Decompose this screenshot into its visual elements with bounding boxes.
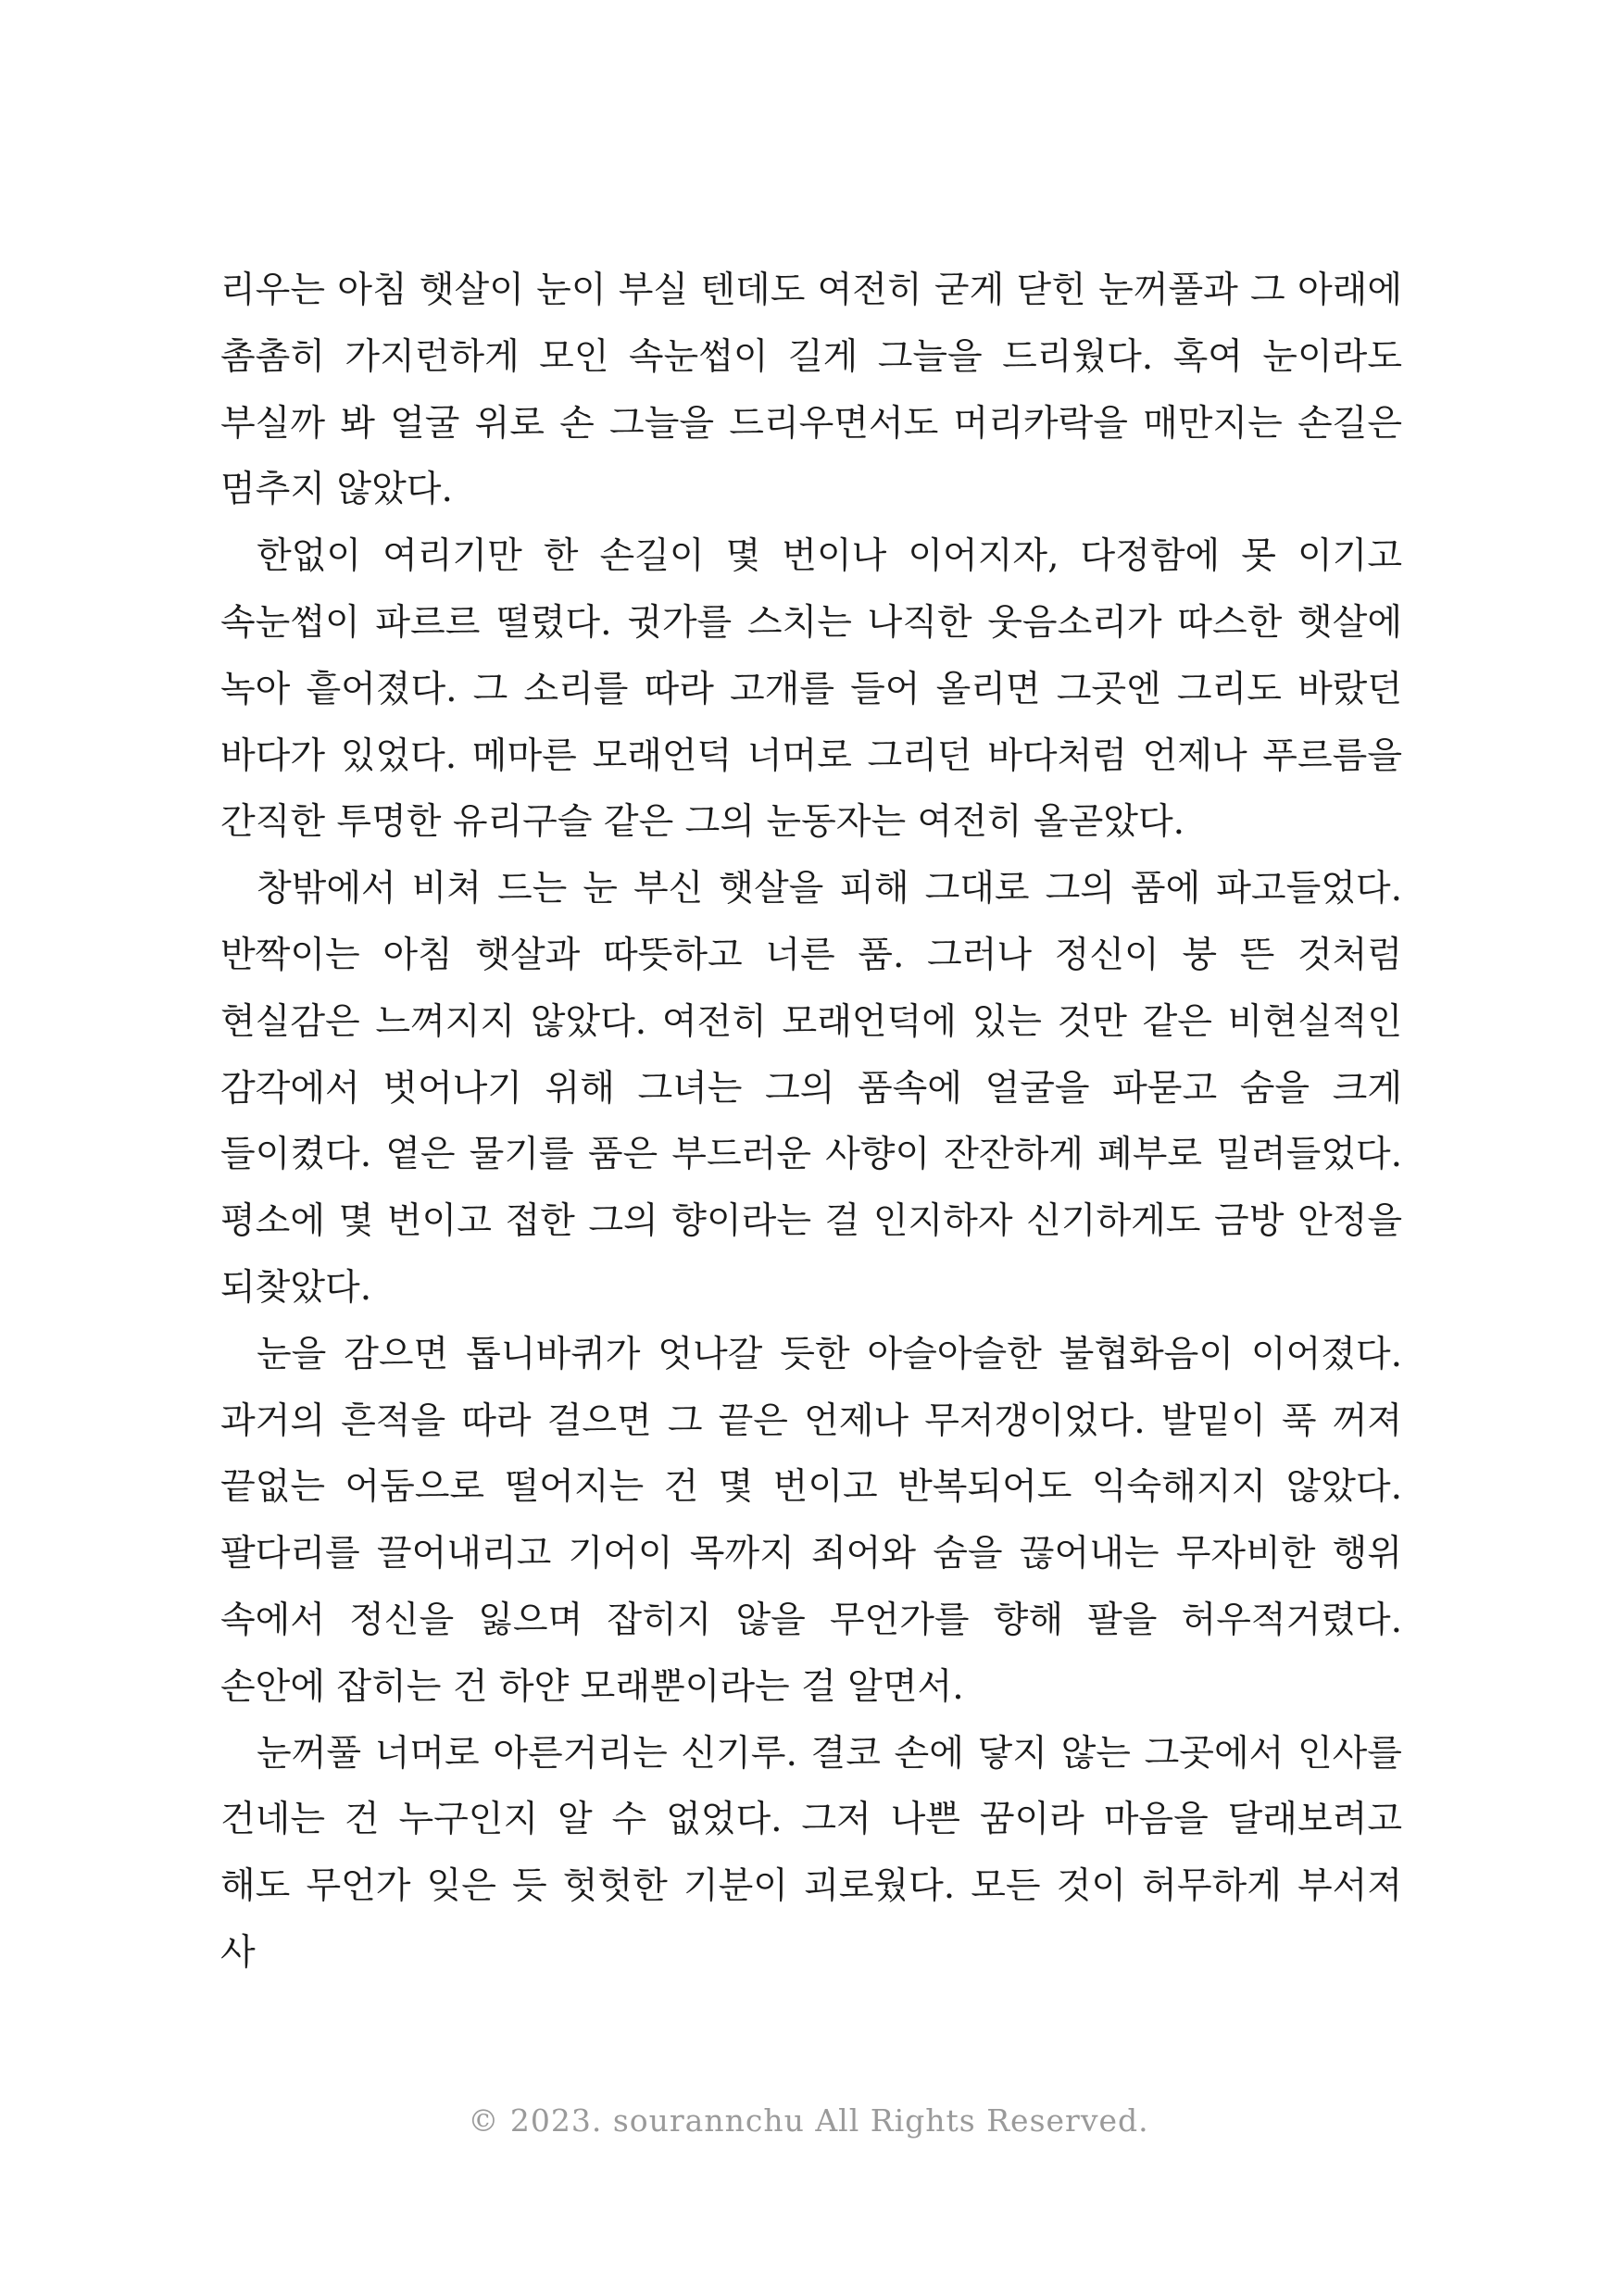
paragraph-3: 창밖에서 비쳐 드는 눈 부신 햇살을 피해 그대로 그의 품에 파고들었다. 반짝이는 아침 햇살과 따뜻하고 너른 품. 그러나 정신이 붕 뜬 것처럼 현실감은 느껴지지 않았다. 여전히 모래언덕에 있는 것만 같은 비현실적인 감각에서 벗어나기 위해 그녀는 그의 품속에 얼굴을 파묻고 숨을 크게 들이켰다. 옅은 물기를 품은 부드러운 사향이 잔잔하게 폐부로 밀려들었다. 평소에 몇 번이고 접한 그의 향이라는 걸 인지하자 신기하게도 금방 안정을 되찾았다. xyxy=(220,868,1402,1309)
copyright-footer: © 2023. sourannchu All Rights Reserved. xyxy=(468,2102,1149,2139)
paragraph-1: 리우는 아침 햇살이 눈이 부실 텐데도 여전히 굳게 닫힌 눈꺼풀과 그 아래에 촘촘히 가지런하게 모인 속눈썹이 길게 그늘을 드리웠다. 혹여 눈이라도 부실까 봐 얼굴 위로 손 그늘을 드리우면서도 머리카락을 매만지는 손길은 멈추지 않았다. xyxy=(220,270,1402,511)
paragraph-2: 한없이 여리기만 한 손길이 몇 번이나 이어지자, 다정함에 못 이기고 속눈썹이 파르르 떨렸다. 귓가를 스치는 나직한 웃음소리가 따스한 햇살에 녹아 흩어졌다. 그 소리를 따라 고개를 들어 올리면 그곳엔 그리도 바랐던 바다가 있었다. 메마른 모래언덕 너머로 그리던 바다처럼 언제나 푸르름을 간직한 투명한 유리구슬 같은 그의 눈동자는 여전히 올곧았다. xyxy=(220,535,1402,844)
body-text xyxy=(220,257,1402,1987)
paragraph-5: 눈꺼풀 너머로 아른거리는 신기루. 결코 손에 닿지 않는 그곳에서 인사를 건네는 건 누구인지 알 수 없었다. 그저 나쁜 꿈이라 마음을 달래보려고 해도 무언가 잊은 듯 헛헛한 기분이 괴로웠다. 모든 것이 허무하게 부서져 사 xyxy=(220,1732,1402,1974)
paragraph-4: 눈을 감으면 톱니바퀴가 엇나갈 듯한 아슬아슬한 불협화음이 이어졌다. 과거의 흔적을 따라 걸으면 그 끝은 언제나 무저갱이었다. 발밑이 푹 꺼져 끝없는 어둠으로 떨어지는 건 몇 번이고 반복되어도 익숙해지지 않았다. 팔다리를 끌어내리고 기어이 목까지 죄어와 숨을 끊어내는 무자비한 행위 속에서 정신을 잃으며 잡히지 않을 무언가를 향해 팔을 허우적거렸다. 손안에 잡히는 건 하얀 모래뿐이라는 걸 알면서. xyxy=(220,1333,1402,1708)
